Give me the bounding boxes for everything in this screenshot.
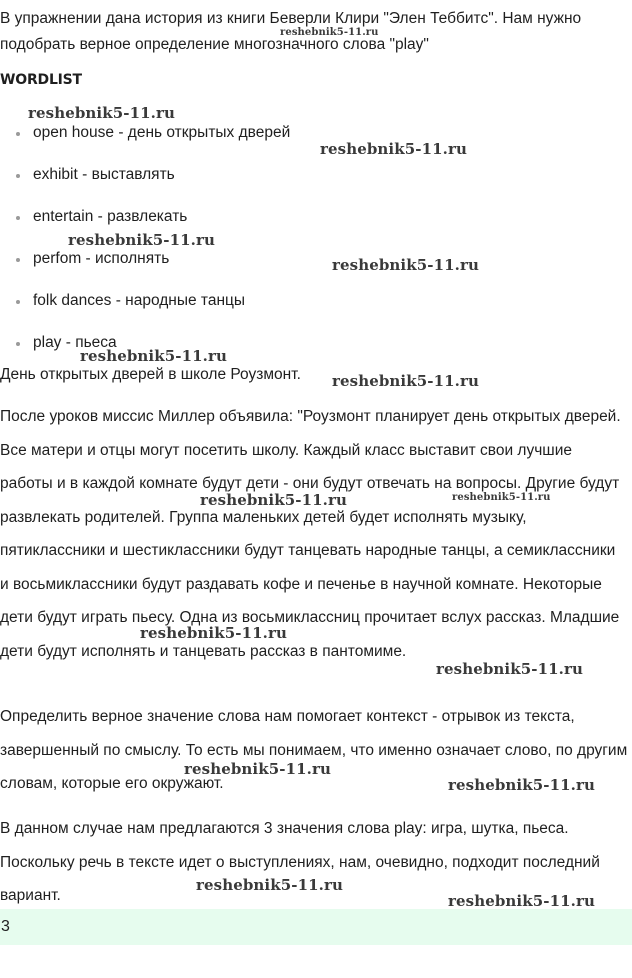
wordlist-item <box>0 123 290 165</box>
bullet-icon <box>16 216 20 220</box>
wordlist-item <box>0 291 290 333</box>
wordlist-heading: WORDLIST <box>0 72 82 88</box>
watermark: reshebnik5-11.ru <box>80 347 227 365</box>
wordlist-item-text: exhibit - выставлять <box>33 166 175 183</box>
watermark: reshebnik5-11.ru <box>184 760 331 778</box>
wordlist <box>0 123 290 375</box>
watermark: reshebnik5-11.ru <box>28 104 175 122</box>
watermark: reshebnik5-11.ru <box>280 27 379 38</box>
bullet-icon <box>16 174 20 178</box>
wordlist-item-text: open house - день открытых дверей <box>33 124 291 141</box>
watermark: reshebnik5-11.ru <box>196 876 343 894</box>
wordlist-item-text: play - пьеса <box>33 334 117 351</box>
watermark: reshebnik5-11.ru <box>448 892 595 910</box>
wordlist-item <box>0 249 290 291</box>
watermark: reshebnik5-11.ru <box>448 776 595 794</box>
wordlist-item-text: entertain - развлекать <box>33 208 188 225</box>
watermark: reshebnik5-11.ru <box>320 140 467 158</box>
bullet-icon <box>16 342 20 346</box>
watermark: reshebnik5-11.ru <box>200 491 347 509</box>
bullet-icon <box>16 132 20 136</box>
watermark: reshebnik5-11.ru <box>332 372 479 390</box>
bullet-icon <box>16 300 20 304</box>
watermark: reshebnik5-11.ru <box>68 231 215 249</box>
intro-text: В упражнении дана история из книги Беверли Клири "Элен Теббитс". Нам нужно подобрать верное определение многозначного слова "play" <box>0 10 582 53</box>
watermark: reshebnik5-11.ru <box>436 660 583 678</box>
explanation-paragraph: Определить верное значение слова нам помогает контекст - отрывок из текста, завершенный по смыслу. То есть мы понимаем, что именно означает слово, по другим словам, которые его окружают. <box>0 708 628 792</box>
story-title: День открытых дверей в школе Роузмонт. <box>0 366 301 383</box>
watermark: reshebnik5-11.ru <box>332 256 479 274</box>
bullet-icon <box>16 258 20 262</box>
watermark: reshebnik5-11.ru <box>140 624 287 642</box>
wordlist-item-text: perfom - исполнять <box>33 250 170 267</box>
story-body: После уроков миссис Миллер объявила: "Роузмонт планирует день открытых дверей. Все матери и отцы могут посетить школу. Каждый класс выставит свои лучшие работы и в каждой комнате будут дети - они будут отвечать на вопросы. Другие будут развлекать родителей. Группа маленьких детей будет исполнять музыку, пятиклассники и шестиклассники будут танцевать народные танцы, а семиклассники и восьмиклассники будут раздавать кофе и печенье в научной комнате. Некоторые дети будут играть пьесу. Одна из восьмиклассниц прочитает вслух рассказ. Младшие дети будут исполнять и танцевать рассказ в пантомиме. <box>0 408 621 660</box>
wordlist-item-text: folk dances - народные танцы <box>33 292 246 309</box>
explanation-paragraph: В данном случае нам предлагаются 3 значения слова play: игра, шутка, пьеса. Поскольку речь в тексте идет о выступлениях, нам, очевидно, подходит последний вариант. <box>0 820 600 904</box>
answer-box: 3 <box>0 909 632 945</box>
wordlist-item <box>0 165 290 207</box>
watermark: reshebnik5-11.ru <box>452 492 551 503</box>
